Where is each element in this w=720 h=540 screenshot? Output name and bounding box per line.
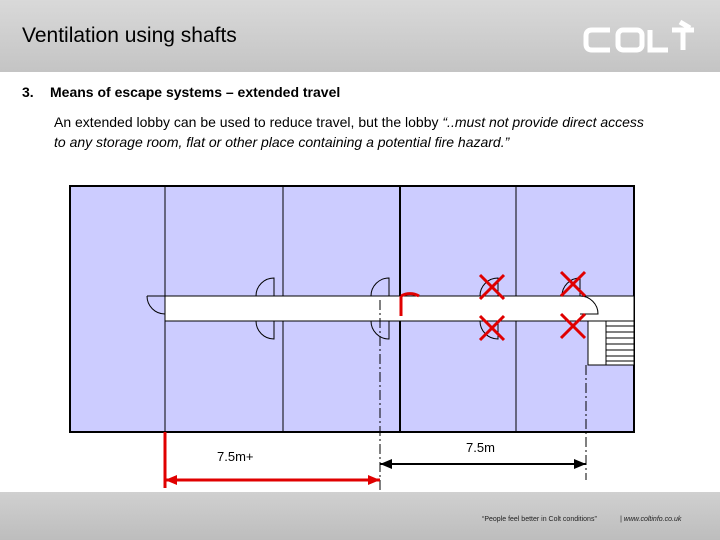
- page-title: Ventilation using shafts: [22, 24, 237, 47]
- staircase: [588, 321, 634, 365]
- section-heading: Means of escape systems – extended travel: [50, 84, 341, 100]
- footer-tagline: “People feel better in Colt conditions”: [482, 516, 597, 523]
- intro-text: An extended lobby can be used to reduce travel, but the lobby: [54, 114, 443, 130]
- dimension-right: [380, 459, 586, 469]
- intro-quote: “..must not provide direct access to any storage room, flat or other place containing a potential fire hazard.”: [54, 114, 644, 150]
- dimension-right-label: 7.5m: [466, 440, 495, 455]
- section-number: 3.: [22, 84, 34, 100]
- dimension-left-label: 7.5m+: [217, 449, 254, 464]
- dimension-left: [165, 432, 380, 488]
- footer-website: | www.coltinfo.co.uk: [620, 516, 682, 523]
- footer-bar: [0, 492, 720, 540]
